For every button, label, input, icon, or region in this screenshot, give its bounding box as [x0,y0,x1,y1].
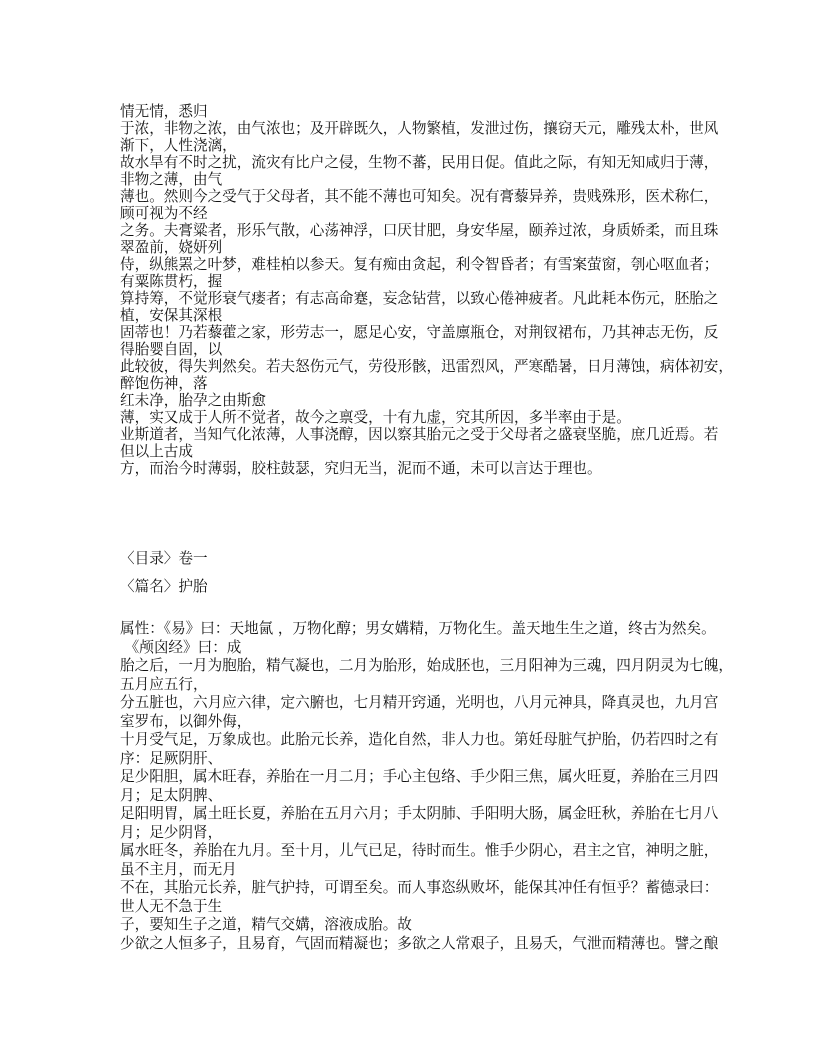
text-line: 分五脏也，六月应六律，定六腑也，七月精开窍通，光明也，八月元神具，降真灵也，九月宫 [120,694,719,711]
chapter-title: 〈篇名〉护胎 [120,578,208,595]
text-line: 于浓，非物之浓，由气浓也；及开辟既久，人物繁植，发泄过伤，攘窃天元，雕残太朴，世风 [120,120,719,137]
text-line: 侍，纵熊罴之叶梦，难桂柏以参天。复有痴由贪起，利令智昏者；有雪案萤窗，刳心呕血者； [120,256,719,273]
text-line: 薄也。然则今之受气于父母者，其不能不薄也可知矣。况有膏藜异养，贵贱殊形，医术称仁， [120,188,719,205]
text-line: 得胎婴自固，以 [120,341,223,358]
text-line: 月；足少阴肾， [120,823,223,841]
text-line: 足少阳胆，属木旺春，养胎在一月二月；手心主包络、手少阳三焦，属火旺夏，养胎在三月四 [120,768,719,785]
text-line: 世人无不急于生 [120,897,223,915]
text-line: 业斯道者，当知气化浓薄，人事浇醇，因以察其胎元之受于父母者之盛衰坚脆，庶几近焉。若 [120,426,719,443]
text-line: 固蒂也！乃若藜藿之家，形劳志一，愿足心安，守盖廪瓶仓，对荆钗裙布，乃其神志无伤，反 [120,324,719,341]
text-line: 十月受气足，万象成也。此胎元长养，造化自然，非人力也。第妊母脏气护胎，仍若四时之有 [120,731,719,748]
text-line: 序：足厥阴肝、 [120,749,223,767]
text-line: 不在，其胎元长养，脏气护持，可谓至矣。而人事恣纵败坏，能保其冲任有恒乎？蓄德录曰： [120,879,719,896]
text-line: 属水旺冬，养胎在九月。至十月，儿气已足，待时而生。惟手少阴心，君主之官，神明之脏， [120,842,719,859]
text-line: 虽不主月，而无月 [120,860,237,878]
text-line: 有粟陈贯朽，握 [120,273,223,290]
text-line: 胎之后，一月为胞胎，精气凝也，二月为胎形，始成胚也，三月阳神为三魂，四月阴灵为七魄， [120,657,733,674]
table-of-contents-heading: 〈目录〉卷一 [120,550,208,567]
text-line: 此较彼，得失判然矣。若夫怒伤元气，劳役形骸，迅雷烈风，严寒酷暑，日月薄蚀，病体初安， [120,358,733,375]
text-line: 之务。夫膏粱者，形乐气散，心荡神浮，口厌甘肥，身安华屋，颐养过浓，身质娇柔，而且珠 [120,222,719,239]
text-line: 方，而治今时薄弱，胶柱鼓瑟，究归无当，泥而不通，未可以言达于理也。 [120,460,602,477]
text-line: 算持筹，不觉形衰气瘘者；有志高命蹇，妄念钻营，以致心倦神疲者。凡此耗本伤元，胚胎之 [120,290,719,307]
preface-text [120,103,733,477]
text-line: 故水旱有不时之扰，流灾有比户之侵，生物不蕃，民用日促。值此之际，有知无知咸归于薄， [120,154,719,171]
text-line: 《颅囟经》曰：成 [120,638,242,656]
text-line: 五月应五行， [120,675,208,693]
text-line: 薄，实又成于人所不觉者，故今之禀受，十有九虚，究其所因，多半率由于是。 [120,409,631,426]
text-line: 子，要知生子之道，精气交媾，溶液成胎。故 [120,916,412,933]
text-line: 非物之薄，由气 [120,171,223,188]
text-line: 属性：《易》曰：天地氤 ，万物化醇；男女媾精，万物化生。盖天地生生之道，终古为然矣。 [120,620,716,637]
text-line: 情无情，悉归 [120,103,208,120]
chapter-body-text [120,620,733,953]
text-line: 红未净，胎孕之由斯愈 [120,392,266,409]
text-line: 足阳明胃，属土旺长夏，养胎在五月六月；手太阴肺、手阳明大肠，属金旺秋，养胎在七月八 [120,805,719,822]
text-line: 植，安保其深根 [120,307,223,324]
text-line: 顾可视为不经 [120,205,208,222]
text-line: 室罗布，以御外侮， [120,712,252,730]
text-line: 渐下，人性浇漓， [120,137,237,154]
text-line: 翠盈前，娆妍列 [120,239,223,256]
text-line: 少欲之人恒多子，且易育，气固而精凝也；多欲之人常艰子，且易夭，气泄而精薄也。譬之酿 [120,934,719,952]
text-line: 月；足太阴脾、 [120,786,223,804]
text-line: 但以上古成 [120,443,193,460]
text-line: 醉饱伤神，落 [120,375,208,392]
